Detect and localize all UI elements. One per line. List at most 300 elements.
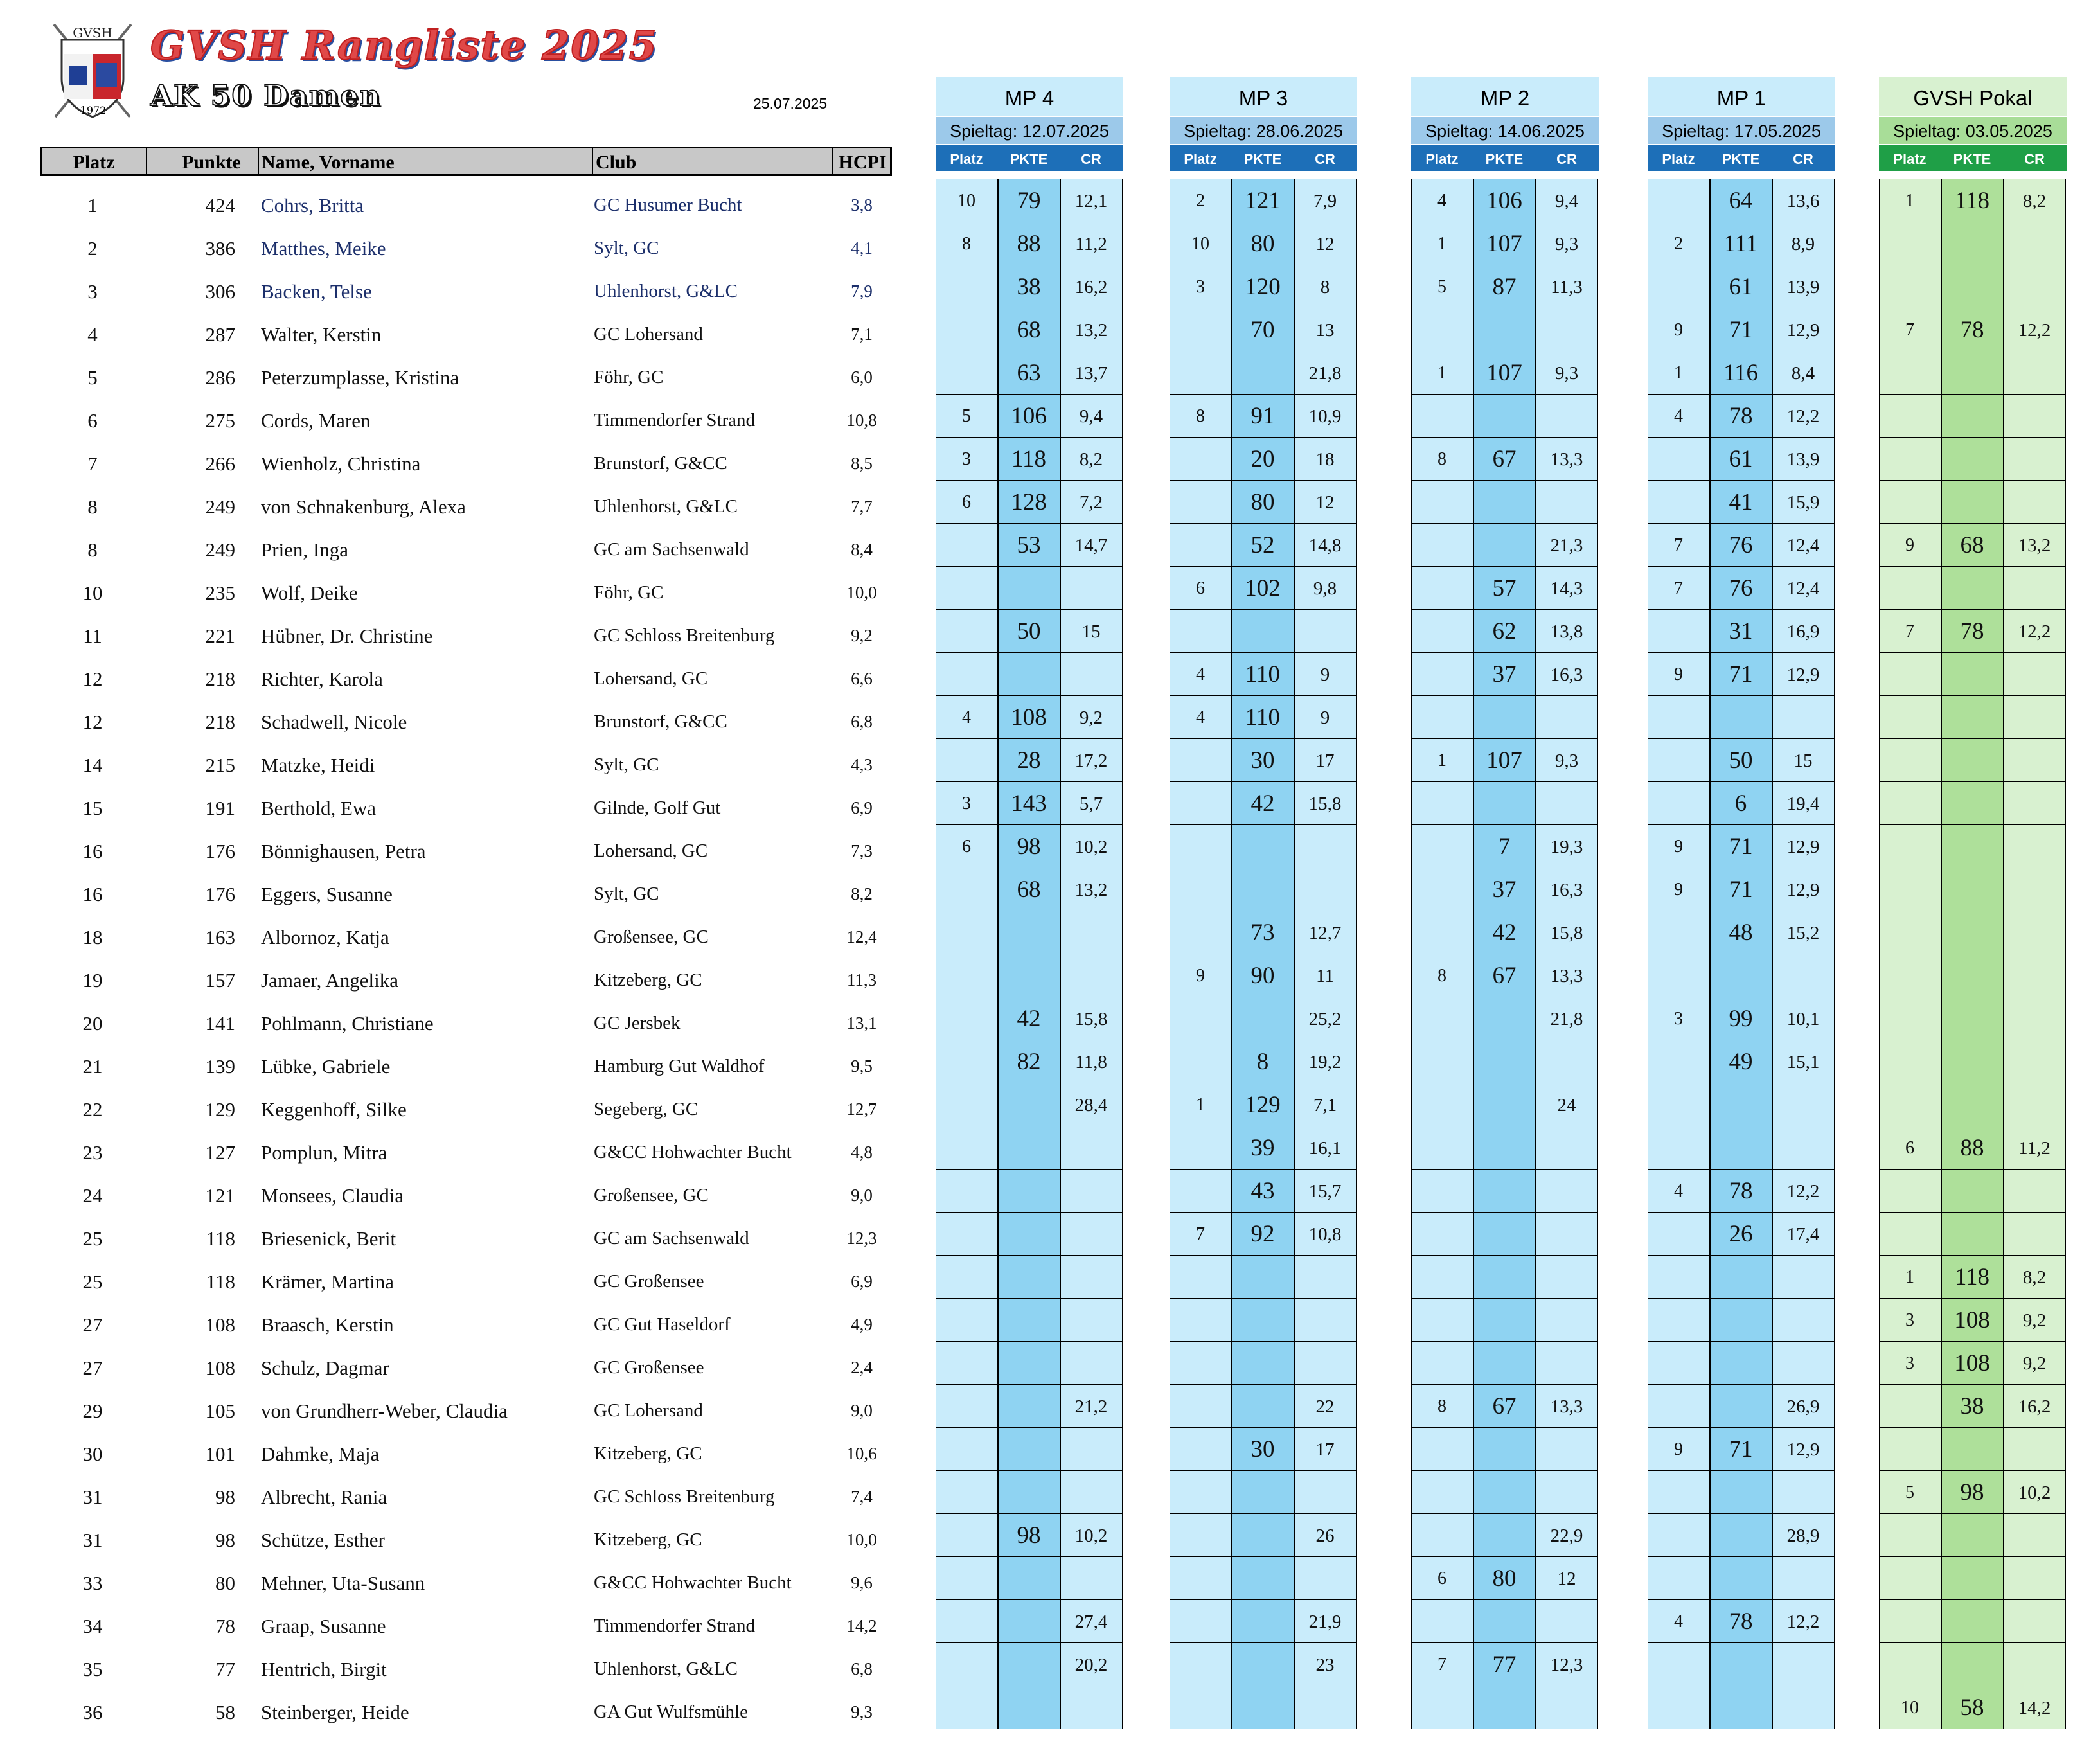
score-platz	[1411, 1427, 1473, 1470]
score-pkte: 67	[1492, 963, 1517, 989]
score-pkte: 71	[1729, 833, 1753, 860]
block-col-platz: Platz	[1662, 151, 1695, 167]
score-cr: 22,9	[1550, 1526, 1583, 1546]
punkte-cell: 249	[205, 495, 235, 518]
block-date: Spieltag: 17.05.2025	[1648, 117, 1835, 144]
hcpi-cell: 14,2	[846, 1616, 877, 1635]
score-platz	[1170, 911, 1231, 954]
score-cr: 15,1	[1786, 1052, 1820, 1072]
platz-cell: 24	[82, 1184, 103, 1207]
score-platz	[1648, 1126, 1709, 1169]
score-cr: 13,9	[1786, 449, 1820, 470]
score-cr	[1536, 480, 1597, 523]
club-cell: Uhlenhorst, G&LC	[594, 281, 738, 301]
score-platz: 1	[1905, 1267, 1914, 1287]
punkte-cell: 176	[205, 883, 235, 905]
platz-cell: 16	[82, 883, 103, 905]
punkte-cell: 424	[205, 194, 235, 217]
score-platz	[1170, 824, 1231, 868]
score-cr: 12	[1315, 234, 1335, 254]
platz-cell: 1	[87, 194, 98, 217]
club-cell: G&CC Hohwachter Bucht	[594, 1142, 792, 1162]
score-block-3	[1411, 77, 1599, 1741]
hcpi-cell: 7,7	[851, 497, 873, 516]
score-platz	[1411, 824, 1473, 868]
hcpi-cell: 4,8	[851, 1143, 873, 1162]
club-cell: Großensee, GC	[594, 927, 709, 947]
score-pkte: 42	[1492, 920, 1517, 946]
score-pkte: 98	[1960, 1479, 1984, 1506]
score-pkte: 107	[1486, 747, 1522, 774]
score-cr: 8,2	[2022, 191, 2047, 211]
score-platz	[1648, 1341, 1709, 1384]
score-pkte	[1941, 1556, 2003, 1599]
block-title: MP 4	[936, 77, 1123, 116]
club-cell: GA Gut Wulfsmühle	[594, 1702, 748, 1722]
score-cr: 9	[1320, 664, 1330, 685]
score-pkte	[1941, 1513, 2003, 1556]
score-cr: 19,4	[1786, 794, 1820, 814]
score-pkte	[1473, 1298, 1535, 1341]
score-cr: 24	[1557, 1095, 1576, 1116]
score-cr	[2004, 781, 2065, 824]
score-pkte: 31	[1729, 618, 1753, 645]
score-platz: 7	[1674, 535, 1683, 555]
block-title: MP 1	[1648, 77, 1835, 116]
score-pkte: 62	[1492, 618, 1517, 645]
score-platz	[1879, 566, 1941, 609]
score-cr: 9,8	[1313, 578, 1337, 599]
score-cr	[1536, 695, 1597, 738]
ranking-row	[40, 485, 894, 528]
score-pkte	[1710, 1341, 1772, 1384]
score-platz	[1879, 997, 1941, 1040]
ranking-row	[40, 916, 894, 959]
score-pkte	[1941, 265, 2003, 308]
hcpi-cell: 9,3	[851, 1702, 873, 1722]
score-cr: 12,4	[1786, 535, 1820, 556]
ranking-row	[40, 873, 894, 916]
score-cr: 8,2	[2022, 1267, 2047, 1288]
score-cr: 8	[1320, 277, 1330, 298]
punkte-cell: 98	[215, 1486, 235, 1508]
score-cr: 9,3	[1554, 363, 1579, 384]
score-pkte: 20	[1250, 446, 1275, 472]
score-platz	[1648, 1040, 1709, 1083]
ranking-row	[40, 743, 894, 787]
score-platz	[1170, 1298, 1231, 1341]
score-cr	[2004, 480, 2065, 523]
score-platz	[936, 308, 997, 351]
score-cr: 12,2	[2018, 320, 2051, 341]
score-platz: 8	[962, 234, 971, 254]
score-platz: 9	[1674, 837, 1683, 857]
score-platz	[1879, 1384, 1941, 1427]
score-pkte: 57	[1492, 575, 1517, 601]
score-pkte	[1941, 480, 2003, 523]
score-pkte: 88	[1017, 231, 1041, 257]
score-cr: 13,2	[1074, 880, 1108, 900]
platz-cell: 3	[87, 280, 98, 303]
score-cr: 7,9	[1313, 191, 1337, 211]
score-platz	[936, 738, 997, 781]
score-cr	[2004, 351, 2065, 394]
score-cr: 9,4	[1554, 191, 1579, 211]
block-column-header	[1648, 145, 1835, 171]
score-platz	[1648, 781, 1709, 824]
club-cell: GC am Sachsenwald	[594, 539, 749, 560]
club-cell: Kitzeberg, GC	[594, 1529, 702, 1550]
block-title: MP 2	[1411, 77, 1599, 116]
name-cell: Briesenick, Berit	[261, 1227, 396, 1250]
score-pkte: 53	[1017, 532, 1041, 558]
score-pkte	[1232, 1686, 1294, 1729]
score-pkte	[1232, 997, 1294, 1040]
score-cr: 28,4	[1074, 1095, 1108, 1116]
score-platz	[1170, 1040, 1231, 1083]
hcpi-cell: 7,9	[851, 281, 873, 301]
ranking-row	[40, 442, 894, 485]
club-cell: Timmendorfer Strand	[594, 1615, 756, 1636]
platz-cell: 29	[82, 1400, 103, 1422]
score-pkte	[1232, 1255, 1294, 1298]
score-pkte	[1710, 1470, 1772, 1513]
platz-cell: 11	[83, 625, 102, 647]
score-cr: 12	[1315, 492, 1335, 513]
score-pkte: 8	[1256, 1049, 1269, 1075]
col-club: Club	[596, 152, 637, 173]
score-pkte: 38	[1017, 274, 1041, 300]
score-pkte	[1941, 1212, 2003, 1255]
block-column-header	[1879, 145, 2067, 171]
punkte-cell: 218	[205, 668, 235, 690]
score-platz	[1411, 1212, 1473, 1255]
score-platz	[1879, 954, 1941, 997]
name-cell: Pohlmann, Christiane	[261, 1012, 434, 1035]
score-pkte: 107	[1486, 231, 1522, 257]
platz-cell: 6	[87, 409, 98, 432]
score-platz	[1648, 1298, 1709, 1341]
logo-text: GVSH	[73, 25, 112, 40]
score-cr	[1536, 781, 1597, 824]
platz-cell: 8	[87, 495, 98, 518]
score-platz: 9	[1674, 1439, 1683, 1459]
score-platz	[1170, 1255, 1231, 1298]
score-platz	[1170, 437, 1231, 480]
score-pkte	[1232, 868, 1294, 911]
hcpi-cell: 4,1	[851, 238, 873, 258]
score-cr: 10,8	[1308, 1224, 1342, 1245]
score-cr: 16,9	[1786, 621, 1820, 642]
block-title: MP 3	[1170, 77, 1357, 116]
score-pkte	[1941, 1040, 2003, 1083]
score-cr	[1060, 566, 1122, 609]
score-platz	[1411, 523, 1473, 566]
score-pkte: 42	[1017, 1006, 1041, 1032]
score-platz	[1411, 868, 1473, 911]
score-platz	[936, 868, 997, 911]
score-pkte: 78	[1960, 618, 1984, 645]
score-pkte	[998, 652, 1060, 695]
score-pkte	[1473, 1212, 1535, 1255]
score-pkte	[1473, 1083, 1535, 1126]
score-cr: 27,4	[1074, 1612, 1108, 1632]
score-platz	[1879, 1556, 1941, 1599]
punkte-cell: 191	[205, 797, 235, 819]
ranking-row	[40, 1303, 894, 1346]
score-cr: 12,2	[1786, 1181, 1820, 1202]
score-platz: 9	[1674, 320, 1683, 340]
platz-cell: 34	[82, 1615, 103, 1637]
score-cr	[2004, 1642, 2065, 1686]
score-platz	[936, 652, 997, 695]
punkte-cell: 98	[215, 1529, 235, 1551]
ranking-row	[40, 1002, 894, 1045]
score-cr	[1294, 1298, 1356, 1341]
score-cr: 13,3	[1550, 449, 1583, 470]
score-platz: 1	[1905, 191, 1914, 211]
score-cr	[2004, 652, 2065, 695]
score-pkte	[1710, 1513, 1772, 1556]
club-cell: GC Schloss Breitenburg	[594, 1486, 775, 1507]
score-platz	[1411, 781, 1473, 824]
punkte-cell: 386	[205, 237, 235, 260]
ranking-row	[40, 1432, 894, 1475]
punkte-cell: 215	[205, 754, 235, 776]
score-pkte	[1232, 1384, 1294, 1427]
score-pkte: 49	[1729, 1049, 1753, 1075]
score-platz: 5	[962, 406, 971, 426]
score-pkte	[998, 1470, 1060, 1513]
score-cr	[1772, 1556, 1834, 1599]
col-platz: Platz	[73, 152, 115, 173]
score-cr: 13,8	[1550, 621, 1583, 642]
club-cell: Sylt, GC	[594, 884, 659, 904]
score-pkte: 108	[1954, 1307, 1990, 1333]
platz-cell: 30	[82, 1443, 103, 1465]
score-platz	[936, 954, 997, 997]
name-cell: Richter, Karola	[261, 668, 383, 690]
score-cr	[1060, 1126, 1122, 1169]
ranking-row	[40, 700, 894, 743]
ranking-row	[40, 227, 894, 270]
score-cr	[1772, 695, 1834, 738]
platz-cell: 23	[82, 1141, 103, 1164]
score-platz	[936, 997, 997, 1040]
punkte-cell: 235	[205, 582, 235, 604]
score-platz	[1411, 1513, 1473, 1556]
score-cr	[1294, 1255, 1356, 1298]
platz-cell: 16	[82, 840, 103, 862]
hcpi-cell: 8,5	[851, 454, 873, 473]
score-pkte: 63	[1017, 360, 1041, 386]
score-cr: 16,2	[2018, 1396, 2051, 1417]
score-cr	[1772, 1686, 1834, 1729]
block-col-cr: CR	[1793, 151, 1813, 167]
name-cell: Schulz, Dagmar	[261, 1357, 389, 1379]
name-cell: Wolf, Deike	[261, 582, 358, 604]
platz-cell: 4	[87, 323, 98, 346]
score-cr	[1536, 1212, 1597, 1255]
score-cr	[1772, 1298, 1834, 1341]
score-cr: 12,2	[1786, 1612, 1820, 1632]
name-cell: Braasch, Kerstin	[261, 1313, 394, 1336]
score-pkte	[1941, 1599, 2003, 1642]
score-cr: 13,9	[1786, 277, 1820, 298]
score-cr: 16,1	[1308, 1138, 1342, 1159]
score-cr: 10,2	[1074, 837, 1108, 857]
score-pkte: 98	[1017, 833, 1041, 860]
score-platz	[1879, 351, 1941, 394]
club-cell: G&CC Hohwachter Bucht	[594, 1572, 792, 1593]
score-pkte	[1941, 695, 2003, 738]
name-cell: Berthold, Ewa	[261, 797, 377, 819]
report-date: 25.07.2025	[753, 95, 828, 112]
hcpi-cell: 9,5	[851, 1056, 873, 1076]
score-platz	[1648, 1556, 1709, 1599]
score-platz	[1879, 265, 1941, 308]
platz-cell: 27	[82, 1357, 103, 1379]
hcpi-cell: 10,6	[846, 1444, 877, 1463]
score-pkte: 68	[1960, 532, 1984, 558]
score-cr	[2004, 954, 2065, 997]
score-pkte: 129	[1245, 1092, 1281, 1118]
score-pkte: 30	[1250, 1436, 1275, 1463]
score-platz: 3	[962, 794, 971, 814]
club-cell: Sylt, GC	[594, 238, 659, 258]
punkte-cell: 218	[205, 711, 235, 733]
score-pkte	[1710, 1556, 1772, 1599]
score-pkte	[998, 1686, 1060, 1729]
score-pkte: 108	[1954, 1350, 1990, 1376]
score-pkte	[998, 1212, 1060, 1255]
name-cell: von Schnakenburg, Alexa	[261, 495, 466, 518]
ranking-row	[40, 1260, 894, 1303]
name-cell: Prien, Inga	[261, 538, 349, 561]
score-pkte: 110	[1245, 704, 1281, 731]
score-cr: 11	[1316, 966, 1334, 986]
punkte-cell: 80	[215, 1572, 235, 1594]
score-cr: 15,9	[1786, 492, 1820, 513]
score-pkte: 80	[1492, 1565, 1517, 1592]
hcpi-cell: 11,3	[846, 970, 877, 990]
score-cr	[1294, 1556, 1356, 1599]
score-pkte	[1710, 1384, 1772, 1427]
name-cell: Jamaer, Angelika	[261, 969, 398, 992]
name-cell: Hübner, Dr. Christine	[261, 625, 433, 647]
punkte-cell: 77	[215, 1658, 235, 1680]
gvsh-logo	[48, 21, 138, 123]
ranking-row	[40, 1475, 894, 1518]
score-pkte: 73	[1250, 920, 1275, 946]
score-cr: 9,2	[2022, 1353, 2047, 1374]
hcpi-cell: 6,6	[851, 669, 873, 688]
col-hcpi: HCPI	[838, 152, 887, 173]
score-pkte: 42	[1250, 790, 1275, 817]
score-pkte: 120	[1245, 274, 1281, 300]
score-cr	[1536, 1686, 1597, 1729]
score-pkte	[1473, 997, 1535, 1040]
punkte-cell: 139	[205, 1055, 235, 1078]
score-platz: 1	[1437, 751, 1446, 770]
score-pkte: 82	[1017, 1049, 1041, 1075]
score-pkte	[1941, 351, 2003, 394]
platz-cell: 31	[82, 1529, 103, 1551]
platz-cell: 12	[82, 711, 103, 733]
name-cell: Krämer, Martina	[261, 1270, 395, 1293]
hcpi-cell: 6,8	[851, 1659, 873, 1678]
score-platz	[936, 1599, 997, 1642]
score-platz: 5	[1437, 277, 1446, 297]
score-platz	[1648, 437, 1709, 480]
score-cr	[1772, 954, 1834, 997]
score-platz	[1648, 609, 1709, 652]
score-platz	[1411, 609, 1473, 652]
name-cell: Peterzumplasse, Kristina	[261, 366, 459, 389]
punkte-cell: 249	[205, 538, 235, 561]
score-cr: 17,2	[1074, 751, 1108, 771]
score-pkte: 121	[1245, 188, 1281, 214]
score-pkte	[1941, 824, 2003, 868]
score-pkte	[1941, 1642, 2003, 1686]
club-cell: Föhr, GC	[594, 582, 664, 603]
score-cr	[1060, 1255, 1122, 1298]
name-cell: Monsees, Claudia	[261, 1184, 404, 1207]
score-cr: 15,2	[1786, 923, 1820, 943]
hcpi-cell: 7,1	[851, 325, 873, 344]
score-pkte: 28	[1017, 747, 1041, 774]
score-platz: 2	[1196, 191, 1205, 211]
score-platz	[936, 1212, 997, 1255]
score-cr: 9,2	[2022, 1310, 2047, 1331]
ranking-row	[40, 830, 894, 873]
score-pkte: 71	[1729, 317, 1753, 343]
score-cr	[1536, 1255, 1597, 1298]
block-col-pkte: PKTE	[1243, 151, 1282, 167]
score-pkte	[1941, 652, 2003, 695]
score-pkte	[1941, 394, 2003, 437]
score-cr	[2004, 1556, 2065, 1599]
score-platz	[1648, 1642, 1709, 1686]
score-cr: 12,9	[1786, 880, 1820, 900]
score-cr: 21,9	[1308, 1612, 1342, 1632]
score-cr: 15,8	[1308, 794, 1342, 814]
score-cr	[1060, 1169, 1122, 1212]
score-platz	[1170, 1126, 1231, 1169]
name-cell: Wienholz, Christina	[261, 452, 421, 475]
score-platz	[1648, 1470, 1709, 1513]
score-cr: 13,7	[1074, 363, 1108, 384]
score-cr: 22	[1315, 1396, 1335, 1417]
score-platz: 4	[1674, 1181, 1683, 1201]
score-cr: 8,9	[1791, 234, 1815, 254]
score-platz: 8	[1437, 449, 1446, 469]
score-platz	[1170, 781, 1231, 824]
score-platz	[1648, 1212, 1709, 1255]
score-cr	[2004, 911, 2065, 954]
score-platz	[1411, 1255, 1473, 1298]
score-cr	[2004, 1212, 2065, 1255]
punkte-cell: 287	[205, 323, 235, 346]
score-cr: 23	[1315, 1655, 1335, 1675]
name-cell: von Grundherr-Weber, Claudia	[261, 1400, 508, 1422]
club-cell: Brunstorf, G&CC	[594, 453, 727, 474]
score-cr: 12,9	[1786, 320, 1820, 341]
score-pkte	[1473, 781, 1535, 824]
score-pkte	[998, 954, 1060, 997]
score-platz	[1170, 868, 1231, 911]
score-pkte: 50	[1729, 747, 1753, 774]
